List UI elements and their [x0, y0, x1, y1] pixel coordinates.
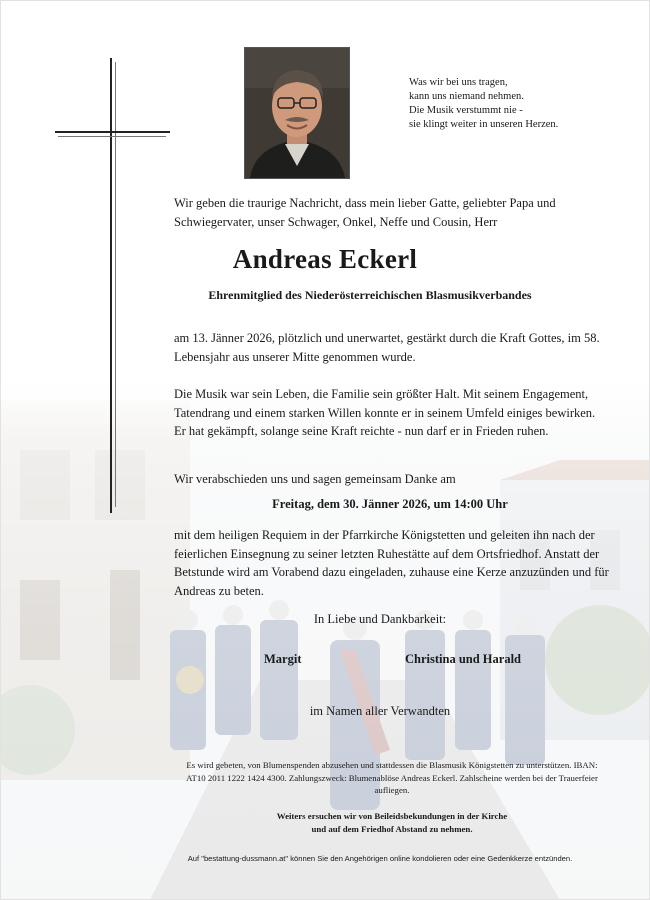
- cross-horizontal-shadow: [58, 136, 166, 137]
- condolence-notice-line: und auf dem Friedhof Abstand zu nehmen.: [311, 823, 473, 834]
- quote-line: sie klingt weiter in unseren Herzen.: [409, 119, 559, 130]
- announcement-intro: Wir geben die traurige Nachricht, dass mein lieber Gatte, geliebter Papa und Schwiegervater, unser Schwager, Onkel, Neffe und Cousin, Herr: [174, 196, 556, 229]
- online-condolence-footer: Auf "bestattung-dussmann.at" können Sie den Angehörigen online kondolieren oder eine Gedenkkerze entzünden.: [187, 854, 573, 863]
- portrait-photo: [244, 47, 350, 179]
- cross-horizontal-beam: [55, 131, 170, 133]
- quote-line: Was wir bei uns tragen,: [409, 77, 508, 88]
- life-paragraph: Die Musik war sein Leben, die Familie sein größter Halt. Mit seinem Engagement, Tatendrang und einem starken Willen konnte er in seinem Umfeld einiges bewirken. Er hat gekämpft, solange seine Kraft reichte - nun darf er in Frieden ruhen.: [174, 387, 596, 438]
- deceased-name: Andreas Eckerl: [232, 244, 418, 274]
- cross-vertical-shadow: [115, 62, 116, 507]
- farewell-intro: Wir verabschieden uns und sagen gemeinsam Danke am: [174, 472, 456, 486]
- condolence-notice-line: Weiters ersuchen wir von Beileidsbekundungen in der Kirche: [276, 811, 508, 821]
- donation-notice: Es wird gebeten, von Blumenspenden abzusehen und stattdessen die Blasmusik Königstetten zu unterstützen. IBAN: AT10 2011 1222 1424 4300. Zahlungszweck: Blumenablöse Andreas Eckerl. Zahlscheine werden bei der Trauerfeier aufliegen.: [186, 760, 598, 795]
- service-details: mit dem heiligen Requiem in der Pfarrkirche Königstetten und geleiten ihn nach der feierlichen Einsegnung zu seiner letzten Ruhestätte auf dem Ortsfriedhof. Anstatt der Betstunde wird am Vorabend dazu eingeladen, zuhause eine Kerze anzuzünden und für Andreas zu beten.: [174, 528, 609, 598]
- quote-line: kann uns niemand nehmen.: [409, 91, 524, 102]
- quote-line: Die Musik verstummt nie -: [409, 105, 523, 116]
- relatives-line: im Namen aller Verwandten: [309, 704, 451, 718]
- memorial-quote: [409, 76, 629, 132]
- signatory-spouse: Margit: [264, 652, 302, 666]
- service-datetime: Freitag, dem 30. Jänner 2026, um 14:00 Uhr: [272, 497, 508, 511]
- closing-phrase: In Liebe und Dankbarkeit:: [313, 612, 447, 626]
- cross-vertical-beam: [110, 58, 112, 513]
- death-paragraph: am 13. Jänner 2026, plötzlich und unerwartet, gestärkt durch die Kraft Gottes, im 58. Lebensjahr aus unserer Mitte genommen wurde.: [174, 331, 600, 364]
- condolence-notice: [182, 810, 602, 835]
- signatory-children: Christina und Harald: [405, 652, 522, 666]
- deceased-honorary-title: Ehrenmitglied des Niederösterreichischen Blasmusikverbandes: [208, 288, 532, 302]
